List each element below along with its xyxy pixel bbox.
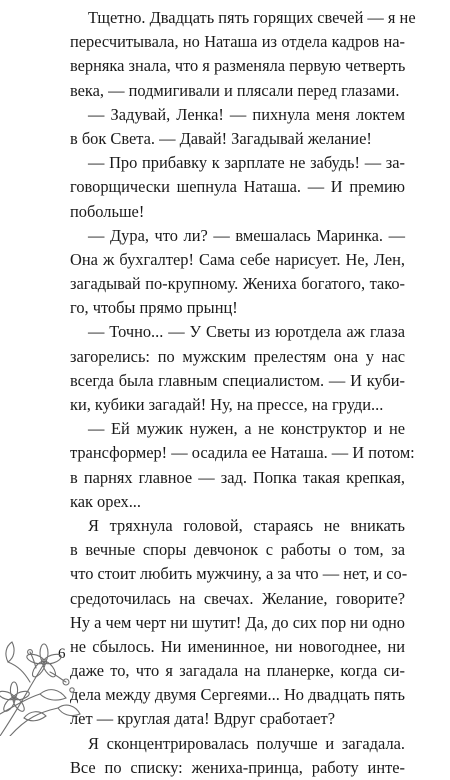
text-line: — Ей мужик нужен, а не конструктор и не [88,419,405,439]
text-line: верняка знала, что я разменяла первую четверть [70,56,406,76]
text-line: не сбылось. Ни именинное, ни новогоднее, ни [70,636,405,656]
text-line: Я тряхнула головой, стараясь не вникать [88,515,405,535]
text-line: даже то, что я загадала на планерке, когда си- [70,661,405,681]
text-line: дела между двумя Сергеями... Но двадцать пять [70,685,405,705]
text-line: что стоит любить мужчину, а за что — нет, и со- [70,564,408,584]
body-text [70,6,416,780]
text-line: всегда была главным специалистом. — И куби- [70,370,405,390]
text-line: Она ж бухгалтер! Сама себе нарисует. Не, Лен, [70,249,405,269]
text-line: лет — круглая дата! Вдруг сработает? [70,709,335,729]
text-line: в парнях главное — зад. Попка такая крепкая, [70,467,405,487]
text-line: говорщически шепнула Наташа. — И премию [70,177,405,197]
text-line: пересчитывала, но Наташа из отдела кадров на- [70,32,405,52]
text-line: Тщетно. Двадцать пять горящих свечей — я не [88,8,416,27]
text-line: в бок Света. — Давай! Загадывай желание! [70,128,372,148]
text-line: загорелись: по мужским прелестям она у нас [70,346,405,366]
text-line: ки, кубики загадай! Ну, на прессе, на груди... [70,395,384,414]
text-line: — Точно... — У Светы из юротдела аж глаза [88,322,405,342]
text-line: — Дура, что ли? — вмешалась Маринка. — [88,225,405,245]
floral-ornament-icon [0,586,82,736]
text-line: загадывай по-крупному. Жениха богатого, тако- [70,274,405,294]
page-number: 6 [58,646,66,662]
text-line: Все по списку: жениха-принца, работу инте- [70,757,405,777]
text-line: в вечные споры девчонок с работы о том, за [70,540,405,560]
text-line: века, — подмигивали и плясали перед глазами. [70,80,400,100]
text-line: го, чтобы прямо прынц! [70,298,238,318]
text-line: — Про прибавку к зарплате не забудь! — за- [88,153,405,173]
text-line: Ну а чем черт ни шутит! Да, до сих пор ни одно [70,612,405,632]
text-line: трансформер! — осадила ее Наташа. — И потом: [70,443,415,463]
text-line: как орех... [70,491,141,511]
text-line: — Задувай, Ленка! — пихнула меня локтем [88,104,405,124]
text-line: побольше! [70,201,145,221]
text-line: Я сконцентрировалась получше и загадала. [88,733,405,753]
text-line: средоточилась на свечах. Желание, говорите? [70,588,405,608]
